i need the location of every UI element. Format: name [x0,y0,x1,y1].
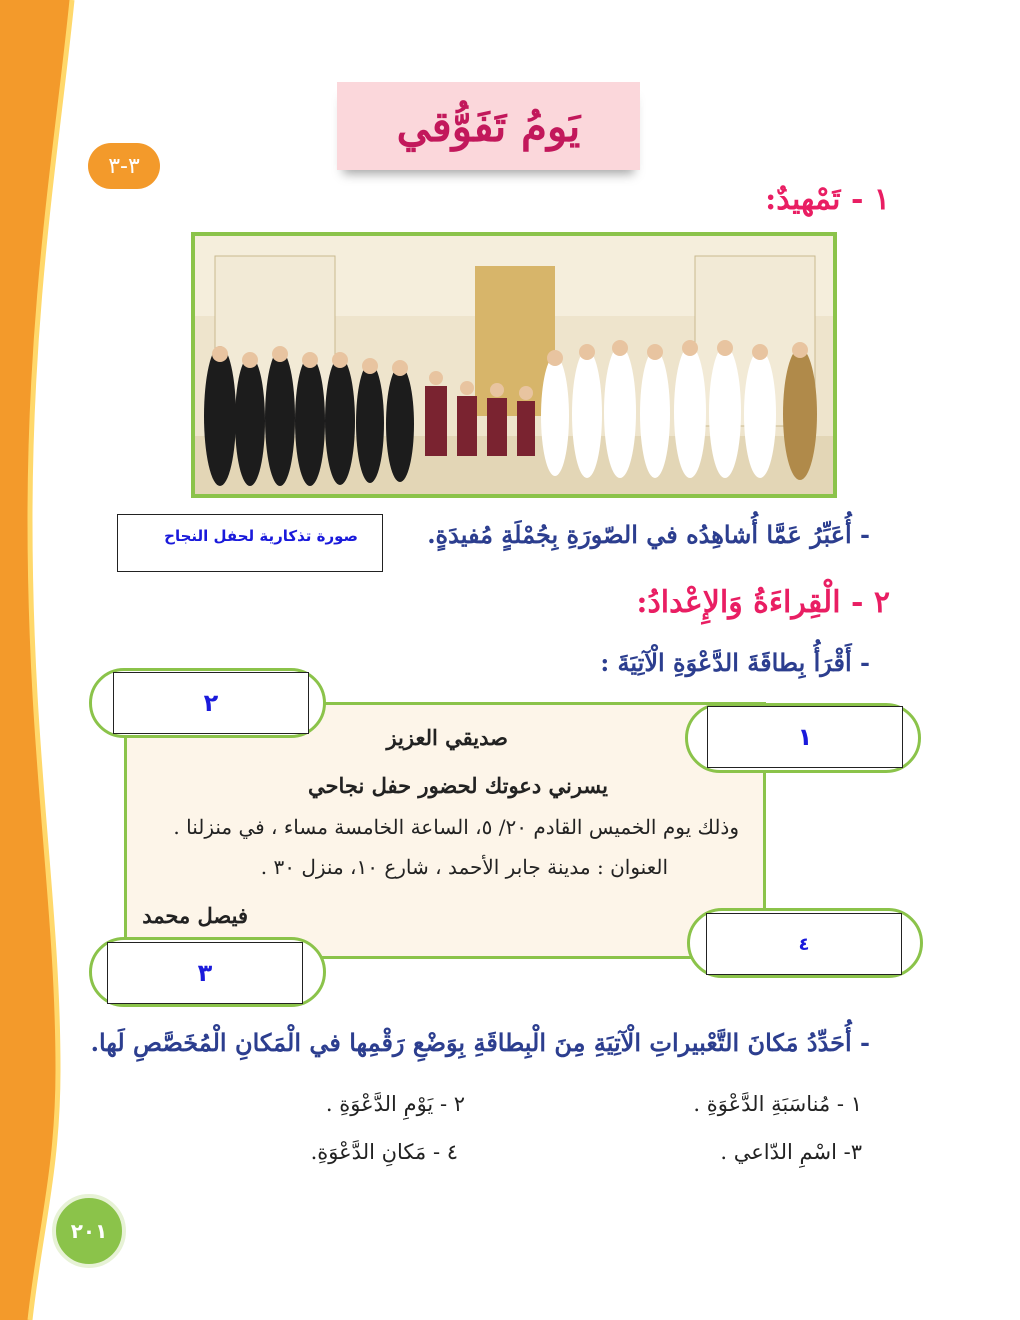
unit-badge: ٣-٣ [88,143,160,189]
answer-box-4[interactable] [706,913,902,975]
item-occasion: ١ - مُناسَبَةِ الدَّعْوَةِ . [693,1092,862,1116]
instruction-locate-expressions: - أُحَدِّدُ مَكانَ التَّعْبيراتِ الْآتِيَةِ مِنَ الْبِطاقَةِ بِوَضْعِ رَقْمِها في الْمَكانِ الْمُخَصَّصِ لَها. [90,1028,870,1057]
card-details: وذلك يوم الخميس القادم ٢٠/ ٥، الساعة الخامسة مساء ، في منزلنا . [173,815,739,839]
box-number-3: ٣ [197,959,213,987]
page-title: يَومُ تَفَوُّقي [396,101,581,151]
card-greeting: صديقي العزيز [386,725,508,750]
answer-box-1[interactable] [707,706,903,768]
photo-illustration [195,236,833,494]
card-signature: فيصل محمد [142,903,248,928]
answer-box[interactable] [117,514,383,572]
section1-heading: ١ - تَمْهيدٌ: [765,182,890,217]
instruction-describe-photo: - أُعَبِّرُ عَمَّا أُشاهِدُه في الصّورَةِ بِجُمْلَةٍ مُفيدَةٍ. [427,520,870,549]
box-number-4: ٤ [798,933,810,955]
item-place: ٤ - مَكانِ الدَّعْوَةِ. [310,1140,458,1164]
page-number: ٢٠١ [52,1194,126,1268]
answer-box-2[interactable] [113,672,309,734]
card-invite: يسرني دعوتك لحضور حفل نجاحي [308,773,608,798]
answer-text: صورة تذكارية لحفل النجاح [164,527,358,545]
students-photo [191,232,837,498]
card-address: العنوان : مدينة جابر الأحمد ، شارع ١٠، منزل ٣٠ . [260,855,668,879]
answer-box-3[interactable] [107,942,303,1004]
title-banner [337,82,640,170]
item-inviter-name: ٣- اسْمِ الدّاعي . [720,1140,862,1164]
box-number-2: ٢ [203,689,219,717]
section2-heading: ٢ - الْقِراءَةُ وَالإِعْدادُ: [636,585,890,620]
item-day: ٢ - يَوْمِ الدَّعْوَةِ . [325,1092,465,1116]
side-decoration [0,0,90,1320]
invitation-card [124,702,766,959]
instruction-read-card: - أَقْرَأُ بِطاقَةَ الدَّعْوَةِ الْآتِيَةَ : [600,648,870,677]
box-number-1: ١ [797,723,813,751]
